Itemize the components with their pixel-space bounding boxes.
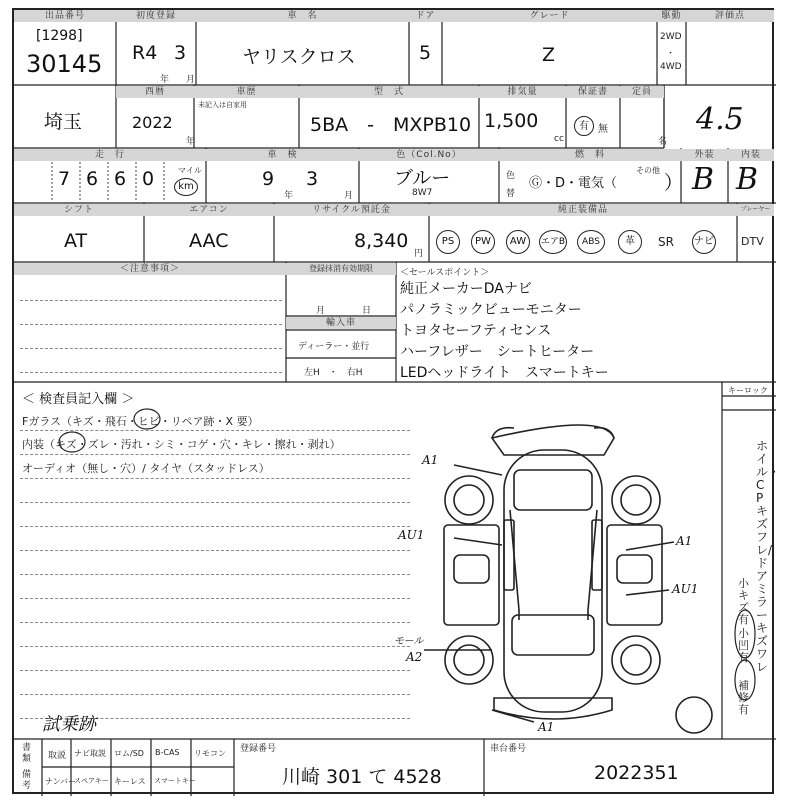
mark-molding: モール [394,636,424,647]
displacement: 1,500 [484,110,539,132]
plate-number: 川崎 301 て 4528 [282,766,442,788]
region: 埼玉 [44,111,83,133]
sales-point-4: ハーフレザー シートヒーター [400,344,595,360]
equip-airbag: エアB [539,230,567,254]
door-label: ドア [409,10,442,22]
door-count: 5 [419,42,432,64]
score: 4.5 [696,102,744,137]
ac-label: エアコン [144,204,274,216]
key-lock-label: キーロック [728,386,768,395]
fuel-type: Ⓖ・D・電気（ [529,176,618,191]
inspector-line-2: 内装（キズ・ズレ・汚れ・シミ・コゲ・穴・キレ・擦れ・剥れ） [22,438,341,451]
equip-label: 純正装備品 [429,204,737,216]
equip-leather: 革 [618,230,642,254]
first-reg-label: 初度登録 [116,10,196,22]
caution-label: ＜注意事項＞ [14,263,286,275]
color-change-1: 色 [506,171,516,181]
interior-label: 内装 [728,149,774,161]
handle-option: 左H ・ 右H [304,368,363,378]
warranty-yes: 有 [574,116,594,136]
sales-point-1: 純正メーカーDAナビ [400,281,532,297]
equip-pw: PW [471,230,495,254]
doc-manual: 取説 [48,751,67,761]
fuel-label: 燃 料 [499,149,681,161]
reg-year-unit: 年 [186,137,196,147]
docs-label-2: 備考 [22,770,32,791]
color: ブルー [394,167,451,189]
doc-bcas: B-CAS [155,748,180,757]
inspection-year: 9 [262,168,275,190]
title-expiry-label: 登録抹消有効期限 [286,263,396,275]
chassis-label: 車台番号 [490,744,527,754]
doc-navi-manual: ナビ取説 [74,749,106,758]
mile-unit: マイル [178,166,202,175]
drive-dot: ・ [666,49,676,59]
insp-month-unit: 月 [344,191,354,201]
mark-a1-rear: A1 [538,720,555,734]
inspection-month: 3 [306,168,319,190]
history-label: 車歴 [194,86,299,98]
sales-point-2: パノラミックビューモニター [400,302,582,318]
drive-label: 駆動 [657,10,686,22]
color-label: 色（Col.No） [359,149,499,161]
dealer-option: ディーラー・並行 [298,342,370,352]
color-number: 8W7 [412,188,433,198]
first-reg-month: 3 [174,42,187,64]
car-diagram [424,425,712,733]
month-unit: 月 [186,75,196,85]
mileage-label: 走 行 [14,149,206,161]
mark-au1-left: AU1 [398,528,425,542]
color-change-2: 替 [506,189,516,199]
mark-a1-front: A1 [422,453,439,467]
model-code: 5BA - MXPB10 [310,114,472,136]
docs-label: 書類 [22,743,32,764]
yen-unit: 円 [414,249,424,259]
equip-ps: PS [436,230,460,254]
vertical-note: ホイル・CPキズ フレ/ドアミラーキズワレ [756,439,781,674]
side-note-2: 小凹有 [738,627,749,664]
year-label: 西暦 [116,86,194,98]
equip-abs: ABS [577,230,605,254]
lot-sub: [1298] [36,28,83,44]
inspector-line-1: Fガラス（キズ・飛石・ヒビ・リペア跡・X 要） [22,415,259,428]
mark-a2: A2 [406,650,423,664]
inspector-title: ＜ 検査員記入欄 ＞ [22,392,135,407]
mileage-digit-1: 7 [58,168,71,190]
capacity-unit: 名 [658,137,668,147]
doc-rom-sd: ロム/SD [114,749,144,758]
handwritten-note: 試乗跡 [42,714,96,735]
first-reg-era: R4 [132,42,158,64]
player-label: プレーヤー [737,204,774,216]
air-conditioner: AAC [189,230,229,252]
equip-dtv: DTV [741,235,764,248]
recycle-fee: 8,340 [354,230,409,252]
doc-spare-key: スペアキー [74,777,109,785]
drive-4wd: 4WD [660,62,682,72]
fuel-other: その他 [636,166,660,175]
shift-label: シフト [14,204,144,216]
plate-label: 登録番号 [240,744,277,754]
lot-number: 30145 [26,50,103,78]
import-label: 輸入車 [286,317,396,329]
chassis-number: 2022351 [594,762,679,784]
mileage-digit-3: 6 [114,168,127,190]
insp-year-unit: 年 [284,191,294,201]
exterior-grade: B [692,162,715,197]
model-code-label: 型 式 [299,86,479,98]
side-note-3: 補修有 [738,679,749,716]
capacity-label: 定員 [620,86,664,98]
model-label: 車 名 [196,10,409,22]
expiry-month: 月 [316,306,326,316]
displacement-label: 排気量 [479,86,566,98]
equip-sunroof: SR [658,235,674,249]
equip-aw: AW [506,230,530,254]
auction-sheet [12,8,781,794]
drive-2wd: 2WD [660,32,682,42]
fuel-close: ） [664,172,684,194]
shift: AT [64,230,88,252]
doc-keyless: キーレス [114,777,146,786]
km-unit: km [174,178,198,196]
inspection-label: 車 検 [206,149,359,161]
grade: Z [542,44,556,66]
score-label: 評価点 [686,10,774,22]
exterior-label: 外装 [681,149,728,161]
side-note-1: 小キズ有 [738,577,749,626]
car-name: ヤリスクロス [242,46,356,68]
interior-grade: B [736,162,759,197]
recycle-label: リサイクル預託金 [274,204,429,216]
equip-navi: ナビ [692,230,716,254]
doc-remote: リモコン [194,749,226,758]
year-unit: 年 [160,75,170,85]
expiry-day: 日 [362,306,372,316]
mileage-digit-2: 6 [86,168,99,190]
doc-smart-key: スマートキー [154,777,196,785]
lot-label: 出品番号 [14,10,116,22]
history-note: 未記入は自家用 [198,101,247,109]
inspector-line-3: オーディオ（無し・穴）/ タイヤ（スタッドレス） [22,462,270,475]
mileage-digit-4: 0 [142,168,155,190]
grade-label: グレード [442,10,657,22]
sales-point-5: LEDヘッドライト スマートキー [400,365,609,381]
warranty-label: 保証書 [566,86,620,98]
mark-au1-right: AU1 [672,582,699,596]
cc-unit: cc [554,134,564,144]
doc-plate: ナンバー [45,777,77,786]
mark-a1-right: A1 [676,534,693,548]
sales-point-3: トヨタセーフティセンス [400,323,552,339]
reg-year: 2022 [132,113,173,132]
warranty-no: 無 [598,124,608,135]
sales-label: ＜セールスポイント＞ [400,268,490,278]
